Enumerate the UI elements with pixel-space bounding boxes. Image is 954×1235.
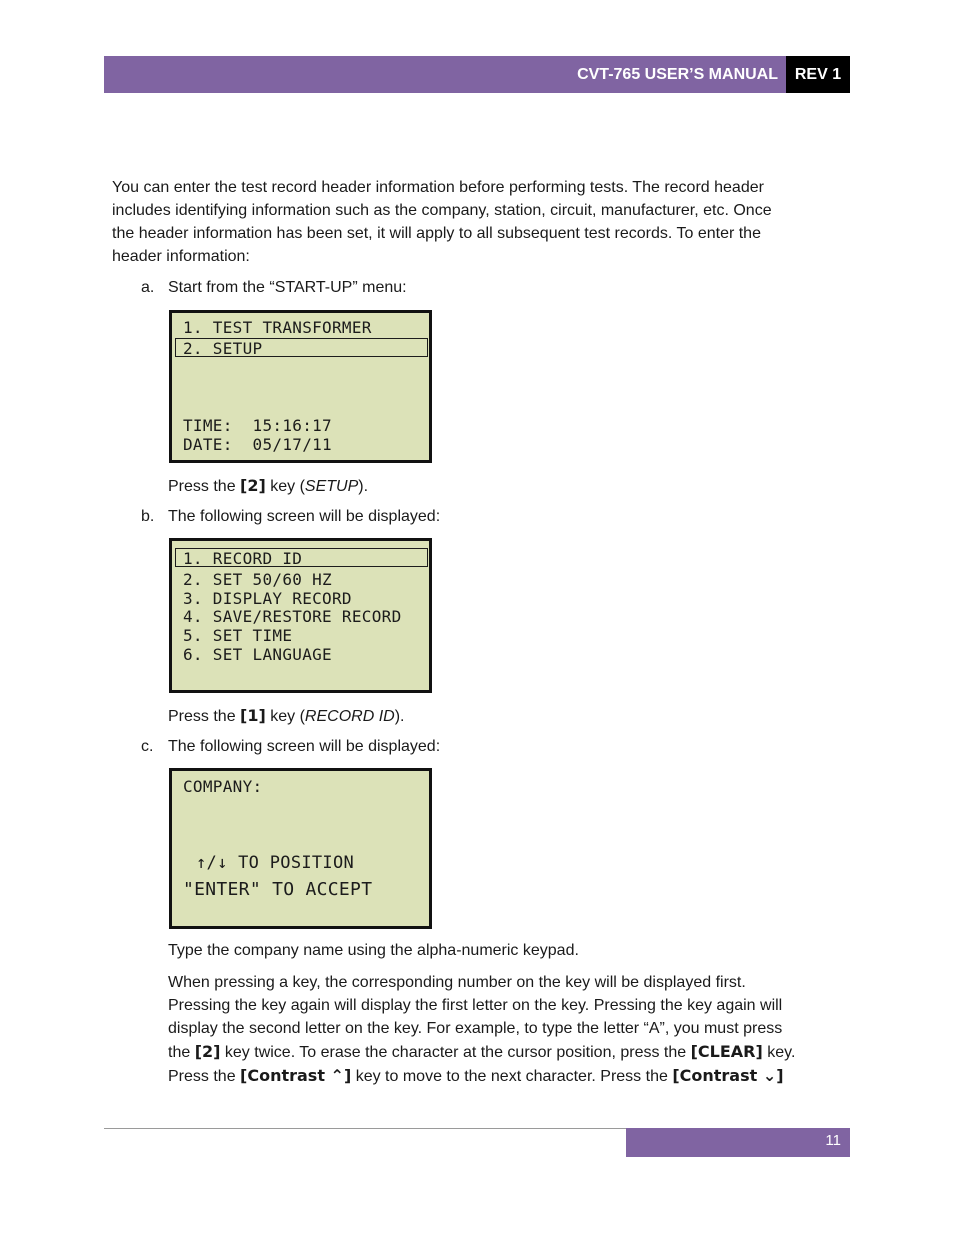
key-label: [CLEAR] [690,1042,763,1061]
lcd-line: TIME: 15:16:17 [183,416,332,435]
text: key ( [265,478,305,495]
para-line [168,1064,848,1088]
page-number: 11 [825,1132,841,1149]
step-text: The following screen will be displayed: [168,738,441,755]
manual-title: CVT-765 USER’S MANUAL [577,66,778,83]
text: ). [394,708,405,725]
lcd-line: COMPANY: [183,777,263,796]
intro-line: includes identifying information such as the company, station, circuit, manufacturer, etc. Once [112,202,772,219]
menu-name: SETUP [304,478,359,495]
para-line: When pressing a key, the corresponding number on the key will be displayed first. [168,974,746,991]
intro-line: header information: [112,248,250,265]
instruction-press-2 [168,474,848,498]
page-footer [626,1128,850,1157]
intro-paragraph [112,176,842,268]
text: key. [762,1044,796,1061]
step-letter: b. [141,508,155,525]
revision-badge: REV 1 [786,56,850,93]
key-label: [2] [240,476,266,495]
lcd-line: 2. SET 50/60 HZ [183,570,332,589]
lcd-line: 3. DISPLAY RECORD [183,589,352,608]
text: Press the [168,478,241,495]
lcd-line: 4. SAVE/RESTORE RECORD [183,607,402,626]
lcd-line: 2. SETUP [183,339,263,358]
step-letter: a. [141,279,155,296]
key-label: [Contrast ⌄] [672,1066,784,1085]
lcd-line: 6. SET LANGUAGE [183,645,332,664]
para-line: display the second letter on the key. For example, to type the letter “A”, you must press [168,1020,783,1037]
page-header [104,56,850,93]
text: Press the [168,1068,241,1085]
lcd-line: DATE: 05/17/11 [183,435,332,454]
menu-name: RECORD ID [304,708,395,725]
lcd-line: 5. SET TIME [183,626,293,645]
lcd-startup-screen [169,310,432,463]
text: key twice. To erase the character at the cursor position, press the [220,1044,691,1061]
keypad-paragraph [168,971,848,1088]
text: Press the [168,708,241,725]
intro-line: the header information has been set, it will apply to all subsequent test records. To enter the [112,225,761,242]
text: key to move to the next character. Press the [351,1068,673,1085]
position-hint [196,853,354,873]
text: the [168,1044,195,1061]
lcd-setup-screen [169,538,432,693]
text: ). [358,478,369,495]
step-letter: c. [141,738,154,755]
lcd-company-screen [169,768,432,929]
lcd-line: 1. TEST TRANSFORMER [183,318,372,337]
step-text: The following screen will be displayed: [168,508,441,525]
lcd-text: TO POSITION [227,853,355,873]
key-label: [Contrast ⌃] [240,1066,352,1085]
type-instruction: Type the company name using the alpha-numeric keypad. [168,942,579,959]
para-line: Pressing the key again will display the first letter on the key. Pressing the key again will [168,997,783,1014]
para-line [168,1040,848,1064]
key-label: [1] [240,706,266,725]
intro-line: You can enter the test record header information before performing tests. The record header [112,179,764,196]
text: key ( [265,708,305,725]
footer-rule [104,1128,626,1129]
instruction-press-1 [168,704,848,728]
lcd-line: "ENTER" TO ACCEPT [183,879,373,900]
step-text: Start from the “START-UP” menu: [168,279,407,296]
up-down-arrows-icon: ↑/↓ [196,853,228,873]
lcd-line: 1. RECORD ID [183,549,303,568]
key-label: [2] [194,1042,221,1061]
